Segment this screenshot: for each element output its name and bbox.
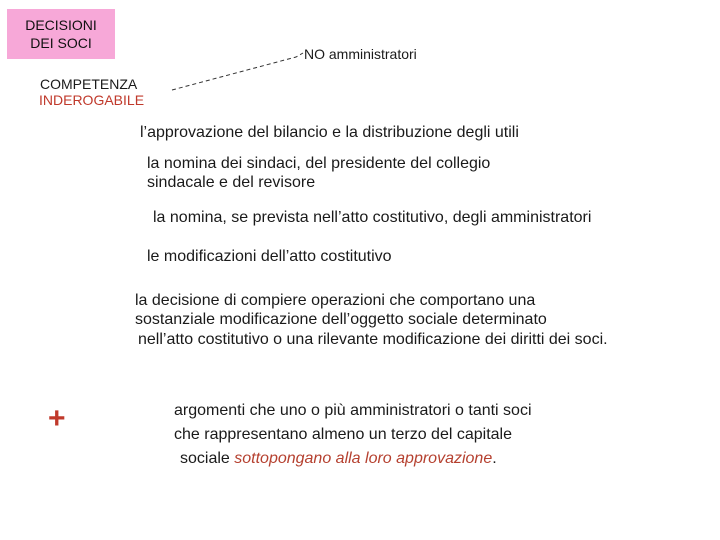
item-decisione-operazioni-line-2: sostanziale modificazione dell’oggetto sociale determinato: [135, 311, 547, 328]
item-nomina-sindaci-line-1: la nomina dei sindaci, del presidente del collegio: [147, 155, 491, 172]
item-decisione-operazioni-line-1: la decisione di compiere operazioni che comportano una: [135, 292, 536, 309]
item-approvazione-bilancio: l’approvazione del bilancio e la distribuzione degli utili: [140, 124, 519, 141]
competenza-label: COMPETENZA: [40, 76, 138, 92]
box-line-1: DECISIONI: [25, 17, 97, 33]
extra-line-3-prefix: sociale: [180, 450, 235, 467]
connector-line: [172, 53, 303, 90]
plus-sign: +: [48, 402, 66, 435]
inderogabile-label: INDEROGABILE: [39, 92, 145, 108]
extra-line-1: argomenti che uno o più amministratori o tanti soci: [174, 402, 532, 419]
item-nomina-sindaci-line-2: sindacale e del revisore: [147, 174, 316, 191]
item-modificazioni-atto: le modificazioni dell’atto costitutivo: [147, 248, 392, 265]
item-nomina-amministratori: la nomina, se prevista nell’atto costitutivo, degli amministratori: [153, 209, 592, 226]
extra-line-3-suffix: .: [492, 450, 497, 467]
no-amministratori-label: NO amministratori: [304, 46, 417, 62]
extra-line-2: che rappresentano almeno un terzo del capitale: [174, 426, 512, 443]
extra-line-3: [180, 449, 497, 468]
box-line-2: DEI SOCI: [30, 35, 92, 51]
extra-line-3-emphasis: sottopongano alla loro approvazione: [234, 450, 493, 467]
item-decisione-operazioni-line-3: nell’atto costitutivo o una rilevante modificazione dei diritti dei soci.: [138, 331, 608, 348]
